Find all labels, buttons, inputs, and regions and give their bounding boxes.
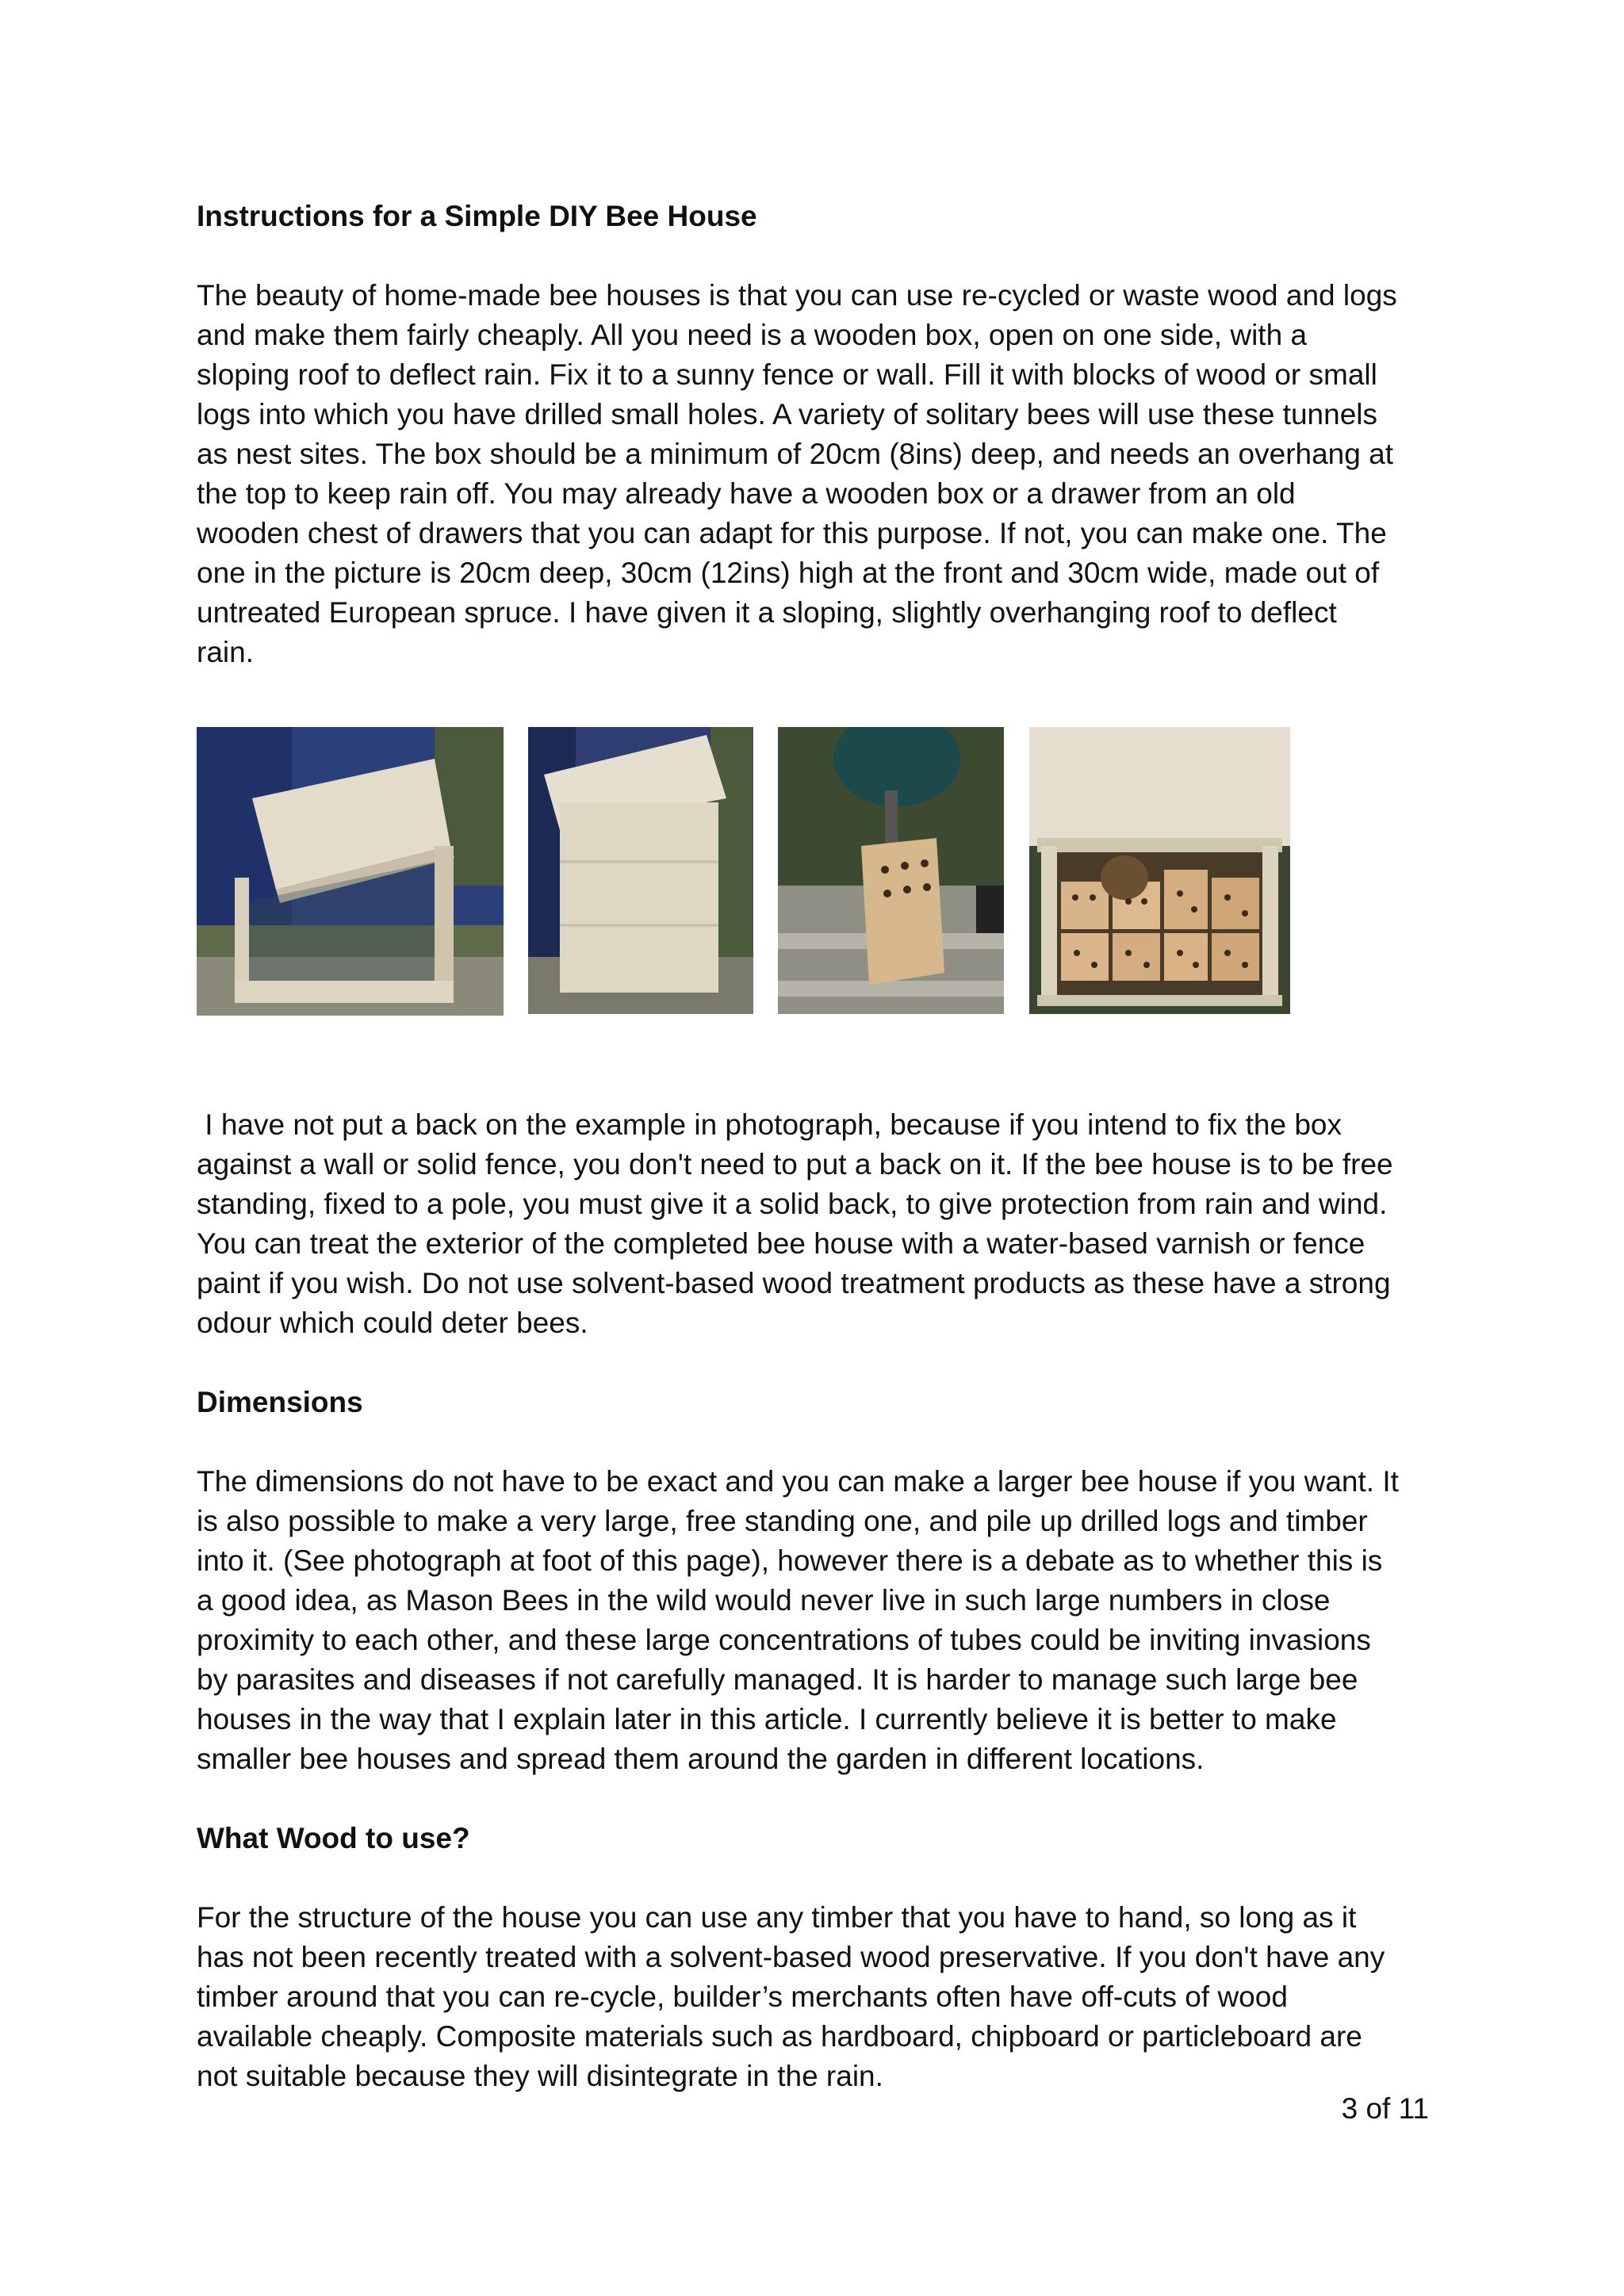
paragraph-line: For the structure of the house you can use any timber that you have to hand, so long as it: [197, 1901, 1357, 1934]
paragraph-line: is also possible to make a very large, free standing one, and pile up drilled logs and timber: [197, 1505, 1368, 1537]
paragraph-line: available cheaply. Composite materials such as hardboard, chipboard or particleboard are: [197, 2020, 1362, 2053]
paragraph-line: into it. (See photograph at foot of this page), however there is a debate as to whether this is: [197, 1544, 1383, 1577]
paragraph-line: a good idea, as Mason Bees in the wild would never live in such large numbers in close: [197, 1584, 1331, 1617]
paragraph-line: by parasites and diseases if not carefully managed. It is harder to manage such large bee: [197, 1663, 1358, 1696]
bee-house-box-side-photo: [528, 727, 753, 1014]
paragraph-line: sloping roof to deflect rain. Fix it to a sunny fence or wall. Fill it with blocks of wood or small: [197, 358, 1377, 391]
paragraph-line: untreated European spruce. I have given it a sloping, slightly overhanging roof to deflect: [197, 596, 1337, 629]
section-heading-instructions: Instructions for a Simple DIY Bee House: [197, 200, 757, 232]
paragraph-line: logs into which you have drilled small holes. A variety of solitary bees will use these tunnels: [197, 398, 1377, 430]
paragraph-line: odour which could deter bees.: [197, 1307, 588, 1339]
paragraph-line: one in the picture is 20cm deep, 30cm (12ins) high at the front and 30cm wide, made out of: [197, 557, 1380, 589]
bee-house-box-front-photo: [197, 727, 504, 1016]
paragraph-line: has not been recently treated with a solvent-based wood preservative. If you don't have any: [197, 1941, 1385, 1973]
paragraph-line: paint if you wish. Do not use solvent-based wood treatment products as these have a strong: [197, 1267, 1391, 1299]
paragraph-line: and make them fairly cheaply. All you need is a wooden box, open on one side, with a: [197, 319, 1308, 351]
paragraph-line: You can treat the exterior of the completed bee house with a water-based varnish or fence: [197, 1227, 1365, 1260]
paragraph-line: wooden chest of drawers that you can adapt for this purpose. If not, you can make one. The: [197, 517, 1387, 549]
paragraph-line: as nest sites. The box should be a minimum of 20cm (8ins) deep, and needs an overhang at: [197, 438, 1393, 470]
paragraph-line: The beauty of home-made bee houses is that you can use re-cycled or waste wood and logs: [197, 279, 1397, 312]
paragraph-line: timber around that you can re-cycle, builder’s merchants often have off-cuts of wood: [197, 1980, 1288, 2013]
paragraph-line: smaller bee houses and spread them around the garden in different locations.: [197, 1743, 1205, 1775]
section-heading-what-wood: What Wood to use?: [197, 1822, 470, 1854]
paragraph-line: houses in the way that I explain later in this article. I currently believe it is better to make: [197, 1703, 1337, 1735]
paragraph-line: not suitable because they will disintegrate in the rain.: [197, 2060, 883, 2092]
paragraph-line: The dimensions do not have to be exact and you can make a larger bee house if you want. It: [197, 1465, 1399, 1498]
photo-strip: [197, 727, 1307, 1016]
paragraph-line: the top to keep rain off. You may already have a wooden box or a drawer from an old: [197, 477, 1296, 510]
paragraph-line: standing, fixed to a pole, you must give it a solid back, to give protection from rain and wind.: [197, 1188, 1388, 1220]
intro-section: [197, 197, 1434, 672]
filled-bee-house-photo: [1029, 727, 1290, 1014]
page-number: 3 of 11: [1341, 2092, 1429, 2125]
paragraph-line: proximity to each other, and these large concentrations of tubes could be inviting invasions: [197, 1624, 1371, 1656]
paragraph-line: against a wall or solid fence, you don't need to put a back on it. If the bee house is to be free: [197, 1148, 1393, 1181]
body-sections: [197, 1105, 1434, 2096]
drilling-wood-block-photo: [778, 727, 1004, 1014]
section-heading-dimensions: Dimensions: [197, 1386, 363, 1418]
paragraph-line: I have not put a back on the example in photograph, because if you intend to fix the box: [197, 1108, 1342, 1141]
paragraph-line: rain.: [197, 636, 254, 668]
